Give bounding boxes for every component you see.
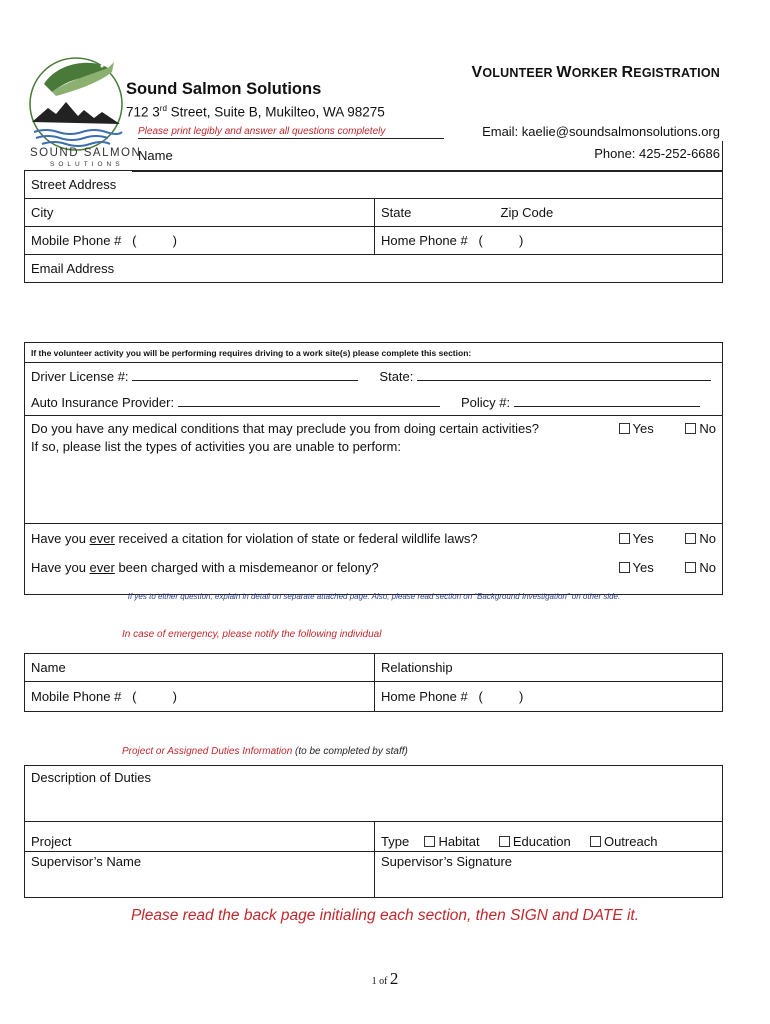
type-outreach[interactable]: Outreach xyxy=(590,834,657,849)
checkbox-icon xyxy=(619,423,630,434)
emergency-header: In case of emergency, please notify the following individual xyxy=(122,629,382,640)
emergency-name-field[interactable]: Name xyxy=(25,654,375,682)
print-instructions: Please print legibly and answer all questions completely xyxy=(138,126,444,139)
medical-no[interactable]: No xyxy=(685,420,716,438)
logo-word-main: SOUND SALMON xyxy=(30,147,142,159)
type-education[interactable]: Education xyxy=(499,834,571,849)
type-habitat[interactable]: Habitat xyxy=(424,834,479,849)
email-field[interactable]: Email Address xyxy=(25,255,723,283)
project-field[interactable]: Project xyxy=(25,822,375,852)
medical-followup: If so, please list the types of activities you are unable to perform: xyxy=(31,439,401,454)
org-address: 712 3rd Street, Suite B, Mukilteo, WA 98275 xyxy=(126,104,385,120)
emergency-relationship-field[interactable]: Relationship xyxy=(375,654,723,682)
charged-yes[interactable]: Yes xyxy=(619,560,654,575)
checkbox-icon xyxy=(685,423,696,434)
duties-description-field[interactable]: Description of Duties xyxy=(25,766,723,822)
charged-no[interactable]: No xyxy=(685,560,716,575)
logo-word-sub: SOLUTIONS xyxy=(50,161,124,168)
footer-instruction: Please read the back page initialing each section, then SIGN and DATE it. xyxy=(130,907,640,924)
checkbox-icon xyxy=(685,562,696,573)
name-field[interactable]: Name xyxy=(132,141,723,171)
checkbox-icon xyxy=(619,533,630,544)
emergency-mobile-field[interactable]: Mobile Phone # ( ) xyxy=(25,682,375,712)
charged-row xyxy=(25,553,723,595)
page-number: 1 of 2 xyxy=(371,969,399,988)
logo-wordmark xyxy=(30,148,141,170)
checkbox-icon xyxy=(499,836,510,847)
street-address-field[interactable]: Street Address xyxy=(25,171,723,199)
state-field[interactable]: State xyxy=(375,199,495,227)
insurance-input[interactable] xyxy=(178,394,440,407)
checkbox-icon xyxy=(685,533,696,544)
contact-phone: Phone: 425-252-6686 xyxy=(594,146,720,161)
driving-intro: If the volunteer activity you will be performing requires driving to a work site(s) please complete this section: xyxy=(25,343,723,363)
medical-yes[interactable]: Yes xyxy=(619,420,654,438)
emergency-home-field[interactable]: Home Phone # ( ) xyxy=(375,682,723,712)
explain-note: If yes to either question, explain in detail on separate attached page. Also, please read section on “Background Investigation” on other side. xyxy=(127,592,621,601)
policy-input[interactable] xyxy=(514,394,700,407)
org-name: Sound Salmon Solutions xyxy=(126,80,322,98)
license-row: Driver License #: State: xyxy=(25,363,723,390)
checkbox-icon xyxy=(590,836,601,847)
mobile-phone-field[interactable]: Mobile Phone # ( ) xyxy=(25,227,375,255)
contact-email: Email: kaelie@soundsalmonsolutions.org xyxy=(482,124,720,139)
citation-question: Have you ever received a citation for violation of state or federal wildlife laws? xyxy=(31,530,478,546)
citation-no[interactable]: No xyxy=(685,531,716,546)
type-field: Type Habitat Education Outreach xyxy=(375,822,723,852)
checkbox-icon xyxy=(619,562,630,573)
citation-yes[interactable]: Yes xyxy=(619,531,654,546)
emergency-table xyxy=(24,653,723,712)
supervisor-name-field[interactable]: Supervisor’s Name xyxy=(25,852,375,898)
license-input[interactable] xyxy=(132,368,358,381)
insurance-row: Auto Insurance Provider: Policy #: xyxy=(25,390,723,416)
personal-info-table xyxy=(24,170,723,283)
home-phone-field[interactable]: Home Phone # ( ) xyxy=(375,227,723,255)
duties-table xyxy=(24,765,723,898)
medical-question: Do you have any medical conditions that may preclude you from doing certain activities? xyxy=(31,421,539,436)
form-title: VOLUNTEER WORKER REGISTRATION xyxy=(471,64,720,81)
zip-field[interactable]: Zip Code xyxy=(495,199,723,227)
citation-row xyxy=(25,524,723,553)
driving-table xyxy=(24,342,723,595)
supervisor-signature-field[interactable]: Supervisor’s Signature xyxy=(375,852,723,898)
medical-row xyxy=(25,416,723,524)
license-state-input[interactable] xyxy=(417,368,711,381)
checkbox-icon xyxy=(424,836,435,847)
charged-question: Have you ever been charged with a misdemeanor or felony? xyxy=(31,559,379,575)
duties-header: Project or Assigned Duties Information (to be completed by staff) xyxy=(122,746,408,757)
personal-name-table xyxy=(132,141,723,172)
city-field[interactable]: City xyxy=(25,199,375,227)
